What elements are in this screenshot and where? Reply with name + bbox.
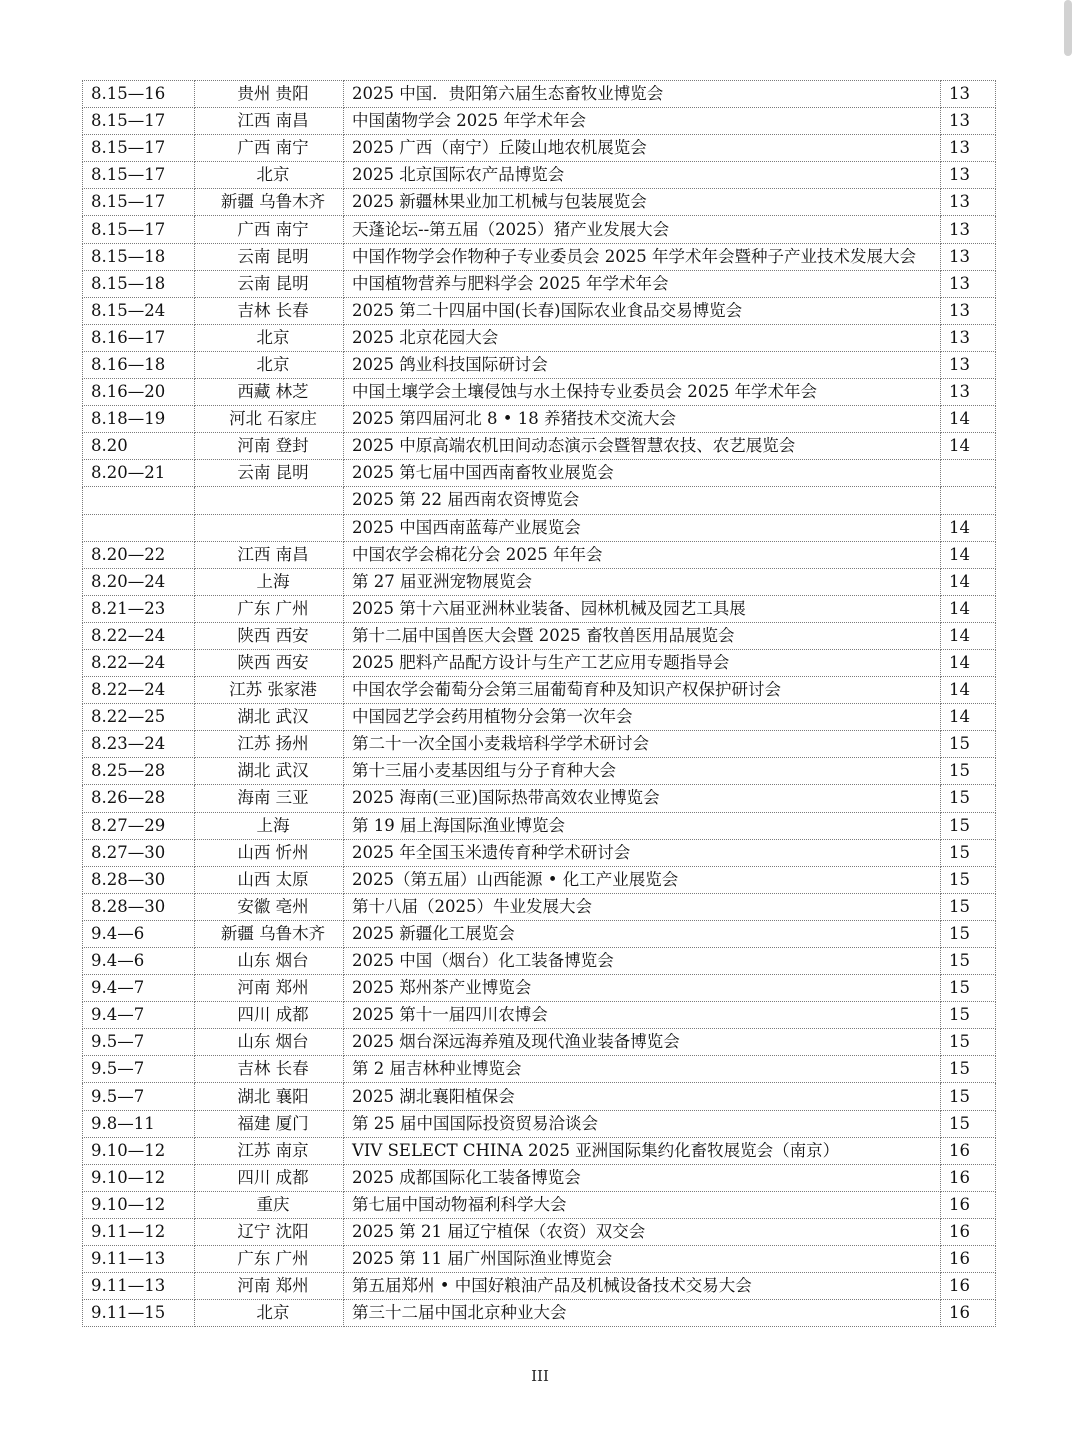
- event-title: 2025 第 22 届西南农资博览会: [344, 487, 941, 514]
- event-page-number: 15: [941, 893, 996, 920]
- event-date: 8.28—30: [83, 893, 195, 920]
- event-date: 8.16—17: [83, 324, 195, 351]
- event-page-number: 15: [941, 839, 996, 866]
- event-page-number: 14: [941, 649, 996, 676]
- event-title: 2025 年全国玉米遗传育种学术研讨会: [344, 839, 941, 866]
- event-title: 2025（第五届）山西能源 • 化工产业展览会: [344, 866, 941, 893]
- event-date: 8.26—28: [83, 785, 195, 812]
- event-title: 2025 中原高端农机田间动态演示会暨智慧农技、农艺展览会: [344, 433, 941, 460]
- table-row: [83, 839, 996, 866]
- event-location: 北京: [195, 324, 344, 351]
- event-title: 第十三届小麦基因组与分子育种大会: [344, 758, 941, 785]
- event-date: 9.5—7: [83, 1029, 195, 1056]
- scrollbar-thumb[interactable]: [1064, 0, 1072, 56]
- event-date: 8.20: [83, 433, 195, 460]
- event-location: 河南 郑州: [195, 1273, 344, 1300]
- event-title: 2025 海南(三亚)国际热带高效农业博览会: [344, 785, 941, 812]
- event-title: 2025 鸽业科技国际研讨会: [344, 351, 941, 378]
- event-title: 中国园艺学会药用植物分会第一次年会: [344, 704, 941, 731]
- table-row: [83, 1137, 996, 1164]
- event-title: 2025 中国．贵阳第六届生态畜牧业博览会: [344, 81, 941, 108]
- event-date: 9.11—13: [83, 1273, 195, 1300]
- event-page-number: 15: [941, 1056, 996, 1083]
- event-title: 中国土壤学会土壤侵蚀与水土保持专业委员会 2025 年学术年会: [344, 379, 941, 406]
- event-page-number: 16: [941, 1246, 996, 1273]
- table-row: [83, 622, 996, 649]
- event-title: 中国农学会棉花分会 2025 年年会: [344, 541, 941, 568]
- event-page-number: 13: [941, 297, 996, 324]
- event-page-number: 14: [941, 514, 996, 541]
- event-location: 陕西 西安: [195, 649, 344, 676]
- event-page-number: 13: [941, 324, 996, 351]
- event-title: 2025 郑州茶产业博览会: [344, 975, 941, 1002]
- event-location: 四川 成都: [195, 1002, 344, 1029]
- table-row: [83, 108, 996, 135]
- table-row: [83, 433, 996, 460]
- table-row: [83, 731, 996, 758]
- event-date: 8.15—16: [83, 81, 195, 108]
- event-page-number: 15: [941, 948, 996, 975]
- event-page-number: [941, 487, 996, 514]
- table-row: [83, 1110, 996, 1137]
- event-location: 北京: [195, 351, 344, 378]
- event-title: 2025 新疆化工展览会: [344, 920, 941, 947]
- event-date: 8.15—17: [83, 108, 195, 135]
- event-date: 9.4—6: [83, 920, 195, 947]
- event-page-number: 14: [941, 622, 996, 649]
- event-location: 上海: [195, 812, 344, 839]
- table-row: [83, 866, 996, 893]
- event-date: 8.15—18: [83, 270, 195, 297]
- event-location: 新疆 乌鲁木齐: [195, 189, 344, 216]
- event-title: 2025 第十一届四川农博会: [344, 1002, 941, 1029]
- event-title: 2025 第七届中国西南畜牧业展览会: [344, 460, 941, 487]
- event-title: 2025 湖北襄阳植保会: [344, 1083, 941, 1110]
- table-row: [83, 893, 996, 920]
- event-title: 2025 第 21 届辽宁植保（农资）双交会: [344, 1218, 941, 1245]
- event-location: 湖北 武汉: [195, 704, 344, 731]
- event-title: 中国植物营养与肥料学会 2025 年学术年会: [344, 270, 941, 297]
- event-location: 重庆: [195, 1191, 344, 1218]
- event-date: 9.11—13: [83, 1246, 195, 1273]
- table-row: [83, 920, 996, 947]
- event-location: 安徽 亳州: [195, 893, 344, 920]
- event-page-number: 15: [941, 1110, 996, 1137]
- table-row: [83, 135, 996, 162]
- table-row: [83, 1273, 996, 1300]
- event-date: 8.15—18: [83, 243, 195, 270]
- table-row: [83, 1029, 996, 1056]
- event-page-number: 16: [941, 1137, 996, 1164]
- event-page-number: 13: [941, 108, 996, 135]
- table-row: [83, 1300, 996, 1327]
- table-row: [83, 595, 996, 622]
- table-row: [83, 1246, 996, 1273]
- event-page-number: 13: [941, 351, 996, 378]
- event-location: 湖北 襄阳: [195, 1083, 344, 1110]
- event-page-number: 16: [941, 1273, 996, 1300]
- event-page-number: [941, 460, 996, 487]
- event-page-number: 15: [941, 1029, 996, 1056]
- event-location: 广东 广州: [195, 1246, 344, 1273]
- event-location: 四川 成都: [195, 1164, 344, 1191]
- event-location: 山东 烟台: [195, 1029, 344, 1056]
- event-page-number: 14: [941, 568, 996, 595]
- event-date: 9.5—7: [83, 1056, 195, 1083]
- event-location: 江苏 扬州: [195, 731, 344, 758]
- event-title: 2025 广西（南宁）丘陵山地农机展览会: [344, 135, 941, 162]
- event-title: 2025 第二十四届中国(长春)国际农业食品交易博览会: [344, 297, 941, 324]
- event-location: 湖北 武汉: [195, 758, 344, 785]
- event-location: 海南 三亚: [195, 785, 344, 812]
- event-page-number: 13: [941, 270, 996, 297]
- event-date: 9.5—7: [83, 1083, 195, 1110]
- table-row: [83, 297, 996, 324]
- event-title: 2025 北京国际农产品博览会: [344, 162, 941, 189]
- event-location: 福建 厦门: [195, 1110, 344, 1137]
- event-page-number: 15: [941, 1083, 996, 1110]
- event-page-number: 15: [941, 866, 996, 893]
- event-location: 广西 南宁: [195, 216, 344, 243]
- event-date: 9.11—15: [83, 1300, 195, 1327]
- event-date: 8.20—21: [83, 460, 195, 487]
- table-row: [83, 460, 996, 487]
- table-row: [83, 1164, 996, 1191]
- event-title: 2025 中国（烟台）化工装备博览会: [344, 948, 941, 975]
- table-row: [83, 677, 996, 704]
- event-date: 8.22—24: [83, 677, 195, 704]
- table-row: [83, 568, 996, 595]
- table-row: [83, 1191, 996, 1218]
- event-location: 吉林 长春: [195, 1056, 344, 1083]
- event-location: 山西 忻州: [195, 839, 344, 866]
- event-location: 辽宁 沈阳: [195, 1218, 344, 1245]
- event-date: 9.4—6: [83, 948, 195, 975]
- event-date: 9.8—11: [83, 1110, 195, 1137]
- event-date: 9.11—12: [83, 1218, 195, 1245]
- page-number: III: [531, 1367, 549, 1385]
- event-location: 江苏 南京: [195, 1137, 344, 1164]
- table-row: [83, 785, 996, 812]
- event-date: 9.4—7: [83, 1002, 195, 1029]
- event-title: 第十二届中国兽医大会暨 2025 畜牧兽医用品展览会: [344, 622, 941, 649]
- event-location: 广西 南宁: [195, 135, 344, 162]
- event-location: 上海: [195, 568, 344, 595]
- event-page-number: 15: [941, 975, 996, 1002]
- event-location: 山东 烟台: [195, 948, 344, 975]
- event-date: 8.22—24: [83, 622, 195, 649]
- event-date: 9.10—12: [83, 1191, 195, 1218]
- event-location: 河北 石家庄: [195, 406, 344, 433]
- event-title: 第十八届（2025）牛业发展大会: [344, 893, 941, 920]
- event-location: 贵州 贵阳: [195, 81, 344, 108]
- event-date: 8.15—17: [83, 216, 195, 243]
- table-row: [83, 1056, 996, 1083]
- table-row: [83, 514, 996, 541]
- event-date: [83, 514, 195, 541]
- event-location: 北京: [195, 1300, 344, 1327]
- event-date: 8.15—17: [83, 189, 195, 216]
- event-page-number: 13: [941, 135, 996, 162]
- event-page-number: 15: [941, 758, 996, 785]
- table-row: [83, 81, 996, 108]
- event-page-number: 14: [941, 677, 996, 704]
- table-row: [83, 758, 996, 785]
- event-date: 8.20—22: [83, 541, 195, 568]
- event-date: 8.28—30: [83, 866, 195, 893]
- table-row: [83, 351, 996, 378]
- event-page-number: 13: [941, 216, 996, 243]
- event-title: 第 25 届中国国际投资贸易洽谈会: [344, 1110, 941, 1137]
- event-page-number: 14: [941, 433, 996, 460]
- event-page-number: 14: [941, 595, 996, 622]
- event-page-number: 15: [941, 1002, 996, 1029]
- table-row: [83, 704, 996, 731]
- event-page-number: 15: [941, 785, 996, 812]
- table-row: [83, 216, 996, 243]
- table-row: [83, 948, 996, 975]
- event-location: 江西 南昌: [195, 108, 344, 135]
- table-row: [83, 812, 996, 839]
- event-title: VIV SELECT CHINA 2025 亚洲国际集约化畜牧展览会（南京）: [344, 1137, 941, 1164]
- event-title: 第七届中国动物福利科学大会: [344, 1191, 941, 1218]
- table-row: [83, 649, 996, 676]
- event-location: 北京: [195, 162, 344, 189]
- event-location: 云南 昆明: [195, 460, 344, 487]
- schedule-body: [83, 81, 996, 1327]
- event-page-number: 13: [941, 379, 996, 406]
- event-title: 第二十一次全国小麦栽培科学学术研讨会: [344, 731, 941, 758]
- event-date: [83, 487, 195, 514]
- event-date: 9.10—12: [83, 1137, 195, 1164]
- event-title: 天蓬论坛--第五届（2025）猪产业发展大会: [344, 216, 941, 243]
- event-location: 河南 登封: [195, 433, 344, 460]
- event-page-number: 15: [941, 812, 996, 839]
- event-page-number: 13: [941, 243, 996, 270]
- table-row: [83, 270, 996, 297]
- event-page-number: 16: [941, 1300, 996, 1327]
- event-title: 2025 肥料产品配方设计与生产工艺应用专题指导会: [344, 649, 941, 676]
- table-row: [83, 975, 996, 1002]
- event-date: 8.16—18: [83, 351, 195, 378]
- event-page-number: 13: [941, 162, 996, 189]
- event-page-number: 16: [941, 1218, 996, 1245]
- event-location: 西藏 林芝: [195, 379, 344, 406]
- table-row: [83, 541, 996, 568]
- table-row: [83, 324, 996, 351]
- event-title: 中国菌物学会 2025 年学术年会: [344, 108, 941, 135]
- event-location: 吉林 长春: [195, 297, 344, 324]
- event-date: 8.22—24: [83, 649, 195, 676]
- table-row: [83, 1218, 996, 1245]
- event-schedule-table: [82, 80, 996, 1327]
- table-row: [83, 379, 996, 406]
- event-date: 8.18—19: [83, 406, 195, 433]
- table-row: [83, 162, 996, 189]
- event-title: 第 2 届吉林种业博览会: [344, 1056, 941, 1083]
- event-title: 2025 北京花园大会: [344, 324, 941, 351]
- event-location: [195, 487, 344, 514]
- event-location: 广东 广州: [195, 595, 344, 622]
- event-title: 2025 第十六届亚洲林业装备、园林机械及园艺工具展: [344, 595, 941, 622]
- event-date: 8.16—20: [83, 379, 195, 406]
- event-title: 2025 成都国际化工装备博览会: [344, 1164, 941, 1191]
- event-date: 8.25—28: [83, 758, 195, 785]
- event-page-number: 15: [941, 920, 996, 947]
- event-date: 9.4—7: [83, 975, 195, 1002]
- event-title: 2025 新疆林果业加工机械与包装展览会: [344, 189, 941, 216]
- event-date: 8.15—24: [83, 297, 195, 324]
- event-location: 江西 南昌: [195, 541, 344, 568]
- event-title: 2025 中国西南蓝莓产业展览会: [344, 514, 941, 541]
- event-title: 第 19 届上海国际渔业博览会: [344, 812, 941, 839]
- event-date: 8.22—25: [83, 704, 195, 731]
- event-date: 8.27—30: [83, 839, 195, 866]
- event-page-number: 14: [941, 406, 996, 433]
- event-date: 9.10—12: [83, 1164, 195, 1191]
- event-location: 陕西 西安: [195, 622, 344, 649]
- event-title: 第五届郑州 • 中国好粮油产品及机械设备技术交易大会: [344, 1273, 941, 1300]
- event-location: 江苏 张家港: [195, 677, 344, 704]
- event-date: 8.21—23: [83, 595, 195, 622]
- table-row: [83, 1083, 996, 1110]
- table-row: [83, 1002, 996, 1029]
- event-page-number: 13: [941, 81, 996, 108]
- event-title: 2025 烟台深远海养殖及现代渔业装备博览会: [344, 1029, 941, 1056]
- event-page-number: 16: [941, 1164, 996, 1191]
- table-row: [83, 406, 996, 433]
- event-page-number: 14: [941, 704, 996, 731]
- event-date: 8.15—17: [83, 162, 195, 189]
- event-location: [195, 514, 344, 541]
- table-row: [83, 487, 996, 514]
- event-location: 云南 昆明: [195, 243, 344, 270]
- event-title: 2025 第四届河北 8 • 18 养猪技术交流大会: [344, 406, 941, 433]
- event-date: 8.20—24: [83, 568, 195, 595]
- event-page-number: 14: [941, 541, 996, 568]
- event-date: 8.27—29: [83, 812, 195, 839]
- event-page-number: 13: [941, 189, 996, 216]
- event-title: 第三十二届中国北京种业大会: [344, 1300, 941, 1327]
- event-location: 新疆 乌鲁木齐: [195, 920, 344, 947]
- table-row: [83, 243, 996, 270]
- event-location: 河南 郑州: [195, 975, 344, 1002]
- event-page-number: 16: [941, 1191, 996, 1218]
- event-location: 山西 太原: [195, 866, 344, 893]
- event-title: 第 27 届亚洲宠物展览会: [344, 568, 941, 595]
- event-location: 云南 昆明: [195, 270, 344, 297]
- event-date: 8.23—24: [83, 731, 195, 758]
- event-title: 中国作物学会作物种子专业委员会 2025 年学术年会暨种子产业技术发展大会: [344, 243, 941, 270]
- event-page-number: 15: [941, 731, 996, 758]
- table-row: [83, 189, 996, 216]
- event-title: 2025 第 11 届广州国际渔业博览会: [344, 1246, 941, 1273]
- event-date: 8.15—17: [83, 135, 195, 162]
- event-title: 中国农学会葡萄分会第三届葡萄育种及知识产权保护研讨会: [344, 677, 941, 704]
